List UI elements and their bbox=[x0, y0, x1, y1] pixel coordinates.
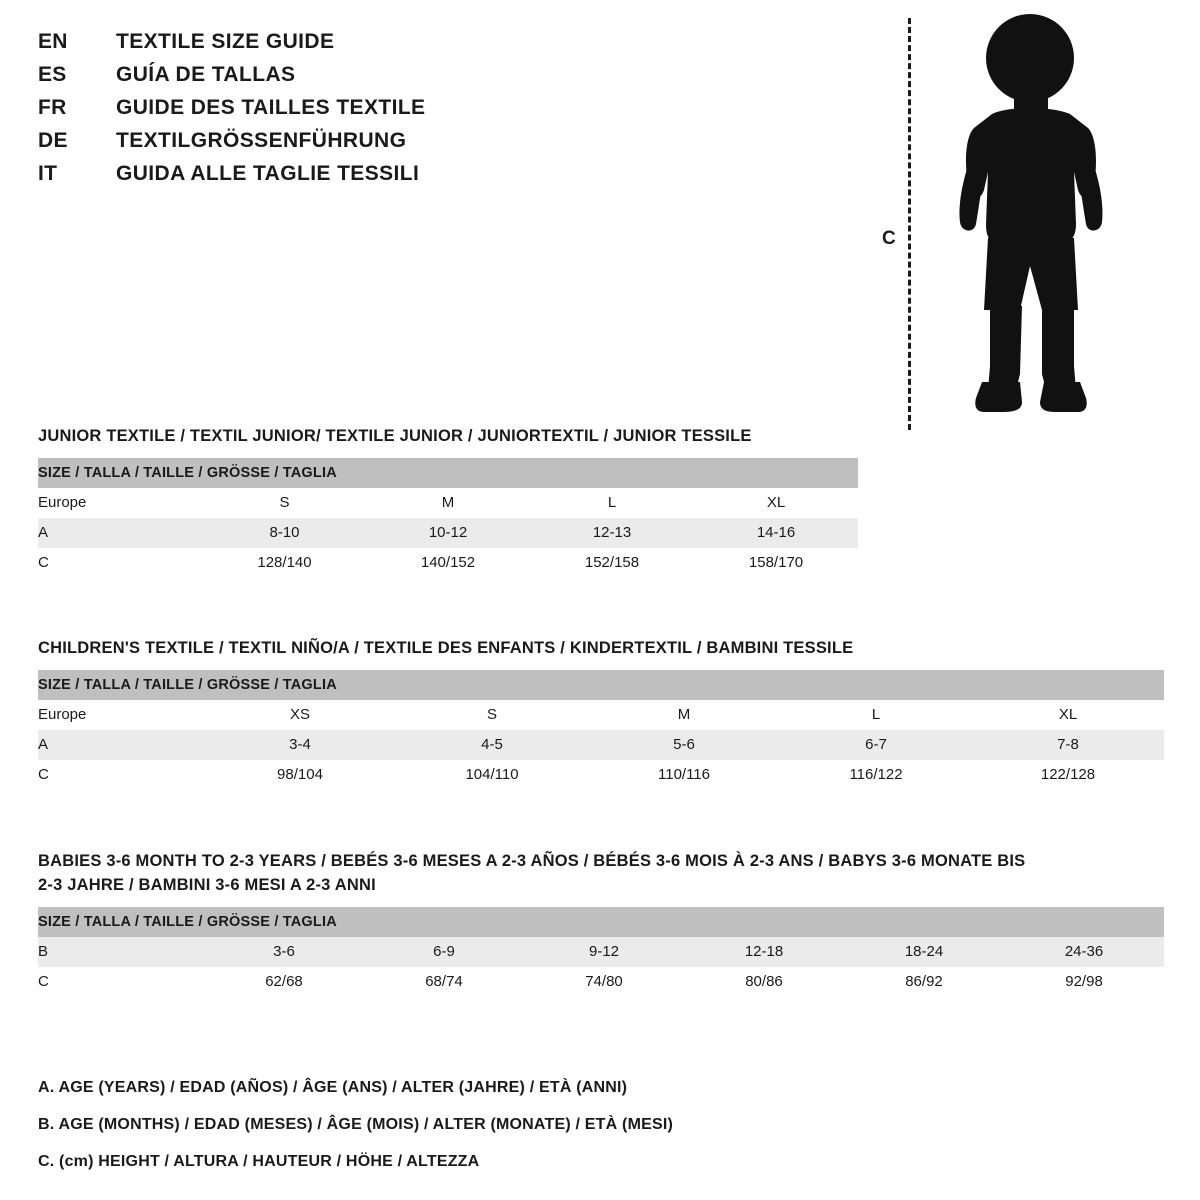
cell-value: 104/110 bbox=[396, 760, 588, 790]
cell-value: 6-9 bbox=[364, 937, 524, 967]
language-row bbox=[38, 30, 858, 63]
row-label: A bbox=[38, 730, 204, 760]
cell-value: 4-5 bbox=[396, 730, 588, 760]
cell-value: XL bbox=[694, 488, 858, 518]
cell-value: XS bbox=[204, 700, 396, 730]
cell-value: 122/128 bbox=[972, 760, 1164, 790]
cell-value: 5-6 bbox=[588, 730, 780, 760]
table-row bbox=[38, 967, 1164, 997]
table-header-label: SIZE / TALLA / TAILLE / GRÖSSE / TAGLIA bbox=[38, 670, 1164, 700]
language-code: EN bbox=[38, 30, 68, 53]
cell-value: 8-10 bbox=[203, 518, 366, 548]
cell-value: 3-6 bbox=[204, 937, 364, 967]
table-header-row bbox=[38, 458, 858, 488]
row-label: C bbox=[38, 548, 203, 578]
cell-value: 12-18 bbox=[684, 937, 844, 967]
junior-size-table bbox=[38, 458, 858, 578]
table-row bbox=[38, 937, 1164, 967]
footnote-age-months: B. AGE (MONTHS) / EDAD (MESES) / ÂGE (MOIS) / ALTER (MONATE) / ETÀ (MESI) bbox=[38, 1116, 674, 1133]
cell-value: 92/98 bbox=[1004, 967, 1164, 997]
row-label: C bbox=[38, 760, 204, 790]
height-measure-label: C bbox=[882, 228, 896, 249]
row-label: C bbox=[38, 967, 204, 997]
cell-value: 152/158 bbox=[530, 548, 694, 578]
language-row bbox=[38, 96, 858, 129]
cell-value: L bbox=[530, 488, 694, 518]
language-title: GUÍA DE TALLAS bbox=[116, 63, 296, 86]
children-size-table bbox=[38, 670, 1164, 790]
section-children bbox=[38, 637, 1164, 790]
table-row bbox=[38, 760, 1164, 790]
cell-value: 86/92 bbox=[844, 967, 1004, 997]
language-code: ES bbox=[38, 63, 67, 86]
cell-value: 10-12 bbox=[366, 518, 530, 548]
table-header-row bbox=[38, 670, 1164, 700]
language-title: TEXTILE SIZE GUIDE bbox=[116, 30, 335, 53]
language-row bbox=[38, 129, 858, 162]
language-header bbox=[38, 30, 858, 195]
child-silhouette-icon bbox=[930, 10, 1130, 430]
cell-value: 14-16 bbox=[694, 518, 858, 548]
height-dashed-line bbox=[908, 18, 911, 430]
language-title: GUIDE DES TAILLES TEXTILE bbox=[116, 96, 426, 119]
language-code: DE bbox=[38, 129, 68, 152]
cell-value: 80/86 bbox=[684, 967, 844, 997]
cell-value: 140/152 bbox=[366, 548, 530, 578]
section-title: BABIES 3-6 MONTH TO 2-3 YEARS / BEBÉS 3-6 MESES A 2-3 AÑOS / BÉBÉS 3-6 MOIS À 2-3 ANS / BABYS 3-6 MONATE BIS 2-3 JAHRE / BAMBINI 3-6 MESI A 2-3 ANNI bbox=[38, 852, 1026, 894]
footnote-age-years: A. AGE (YEARS) / EDAD (AÑOS) / ÂGE (ANS) / ALTER (JAHRE) / ETÀ (ANNI) bbox=[38, 1079, 628, 1096]
table-row bbox=[38, 730, 1164, 760]
table-header-row bbox=[38, 907, 1164, 937]
language-row bbox=[38, 63, 858, 96]
table-header-label: SIZE / TALLA / TAILLE / GRÖSSE / TAGLIA bbox=[38, 907, 1164, 937]
section-title: CHILDREN'S TEXTILE / TEXTIL NIÑO/A / TEXTILE DES ENFANTS / KINDERTEXTIL / BAMBINI TESSILE bbox=[38, 639, 854, 657]
cell-value: 7-8 bbox=[972, 730, 1164, 760]
cell-value: M bbox=[366, 488, 530, 518]
cell-value: 68/74 bbox=[364, 967, 524, 997]
cell-value: 98/104 bbox=[204, 760, 396, 790]
section-title: JUNIOR TEXTILE / TEXTIL JUNIOR/ TEXTILE JUNIOR / JUNIORTEXTIL / JUNIOR TESSILE bbox=[38, 427, 752, 445]
cell-value: 9-12 bbox=[524, 937, 684, 967]
table-row bbox=[38, 518, 858, 548]
section-junior bbox=[38, 425, 1164, 578]
cell-value: S bbox=[396, 700, 588, 730]
cell-value: 158/170 bbox=[694, 548, 858, 578]
cell-value: 24-36 bbox=[1004, 937, 1164, 967]
cell-value: 3-4 bbox=[204, 730, 396, 760]
cell-value: 74/80 bbox=[524, 967, 684, 997]
row-label: Europe bbox=[38, 700, 204, 730]
height-figure bbox=[882, 10, 1142, 430]
language-code: FR bbox=[38, 96, 67, 119]
cell-value: M bbox=[588, 700, 780, 730]
row-label: Europe bbox=[38, 488, 203, 518]
language-row bbox=[38, 162, 858, 195]
table-header-label: SIZE / TALLA / TAILLE / GRÖSSE / TAGLIA bbox=[38, 458, 858, 488]
cell-value: 116/122 bbox=[780, 760, 972, 790]
table-row bbox=[38, 548, 858, 578]
section-babies bbox=[38, 850, 1164, 997]
table-row bbox=[38, 488, 858, 518]
language-code: IT bbox=[38, 162, 58, 185]
language-title: TEXTILGRÖSSENFÜHRUNG bbox=[116, 129, 407, 152]
cell-value: 128/140 bbox=[203, 548, 366, 578]
row-label: B bbox=[38, 937, 204, 967]
cell-value: 18-24 bbox=[844, 937, 1004, 967]
cell-value: XL bbox=[972, 700, 1164, 730]
babies-size-table bbox=[38, 907, 1164, 997]
cell-value: 12-13 bbox=[530, 518, 694, 548]
footnotes bbox=[38, 1080, 1038, 1170]
cell-value: S bbox=[203, 488, 366, 518]
table-row bbox=[38, 700, 1164, 730]
cell-value: 6-7 bbox=[780, 730, 972, 760]
footnote-height: C. (cm) HEIGHT / ALTURA / HAUTEUR / HÖHE / ALTEZZA bbox=[38, 1153, 480, 1170]
row-label: A bbox=[38, 518, 203, 548]
language-title: GUIDA ALLE TAGLIE TESSILI bbox=[116, 162, 420, 185]
cell-value: 110/116 bbox=[588, 760, 780, 790]
cell-value: 62/68 bbox=[204, 967, 364, 997]
cell-value: L bbox=[780, 700, 972, 730]
